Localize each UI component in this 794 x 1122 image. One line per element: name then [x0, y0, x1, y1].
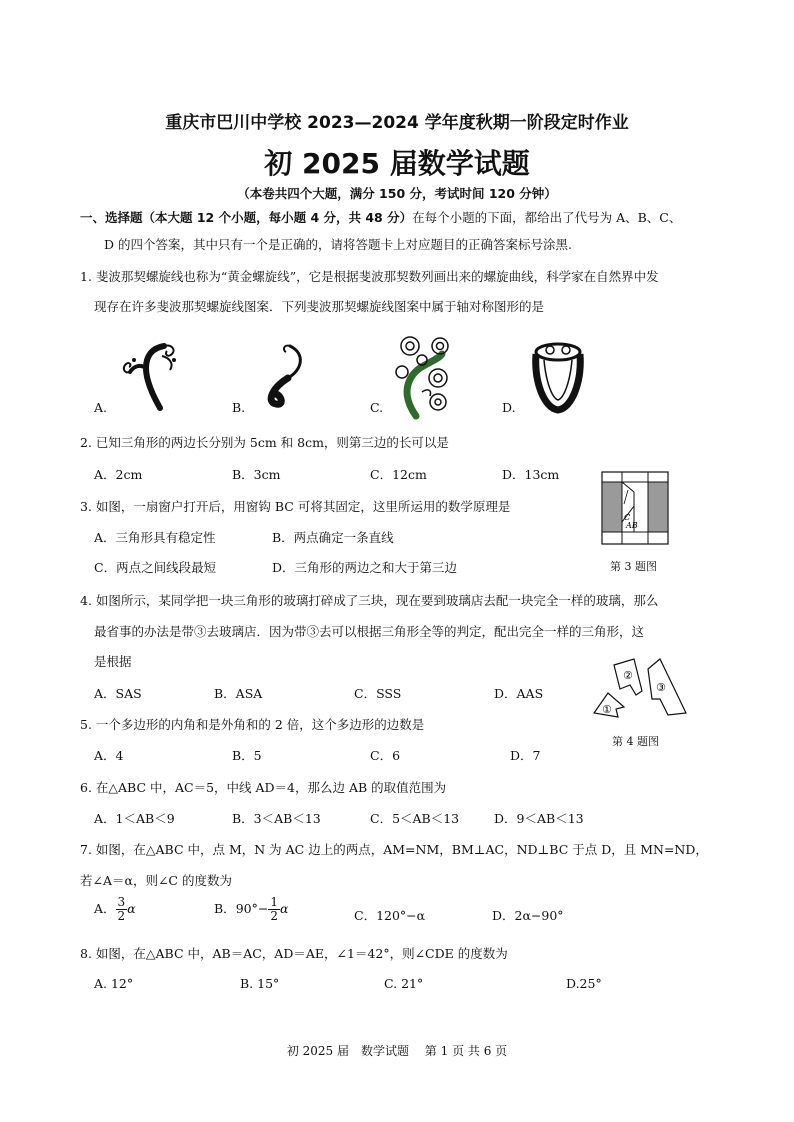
q1-figure-c: [392, 332, 472, 418]
q7-option-d: D．2α−90°: [492, 908, 564, 923]
q3-label-c: C: [624, 513, 631, 522]
q3-option-a: A．三角形具有稳定性: [94, 530, 216, 545]
q8-option-c: C. 21°: [384, 976, 424, 991]
q4-stem-line2: 最省事的办法是带③去玻璃店．因为带③去可以根据三角形全等的判定，配出完全一样的三角形，这: [94, 624, 645, 639]
q7-option-a-label: A．: [94, 901, 116, 916]
q7-option-a: [94, 896, 136, 923]
q3-stem: 3. 如图，一扇窗户打开后，用窗钩 BC 可将其固定，这里所运用的数学原理是: [80, 499, 511, 514]
q1-figure-d: [530, 338, 586, 414]
q5-option-d: D．7: [510, 748, 541, 763]
q7-option-b-alpha: α: [279, 901, 289, 916]
q8-stem: 8. 如图，在△ABC 中，AB＝AC，AD＝AE，∠1＝42°，则∠CDE 的度数为: [80, 946, 508, 961]
q4-option-b: B．ASA: [214, 686, 263, 701]
q4-stem-line3: 是根据: [94, 654, 132, 669]
q6-option-c: C．5＜AB＜13: [370, 811, 460, 826]
q7-option-a-numerator: 3: [117, 895, 126, 909]
q7-option-b-fraction: [268, 896, 280, 923]
q6-option-b: B．3＜AB＜13: [232, 811, 321, 826]
q4-stem-line1: 4. 如图所示，某同学把一块三角形的玻璃打碎成了三块，现在要到玻璃店去配一块完全一样的玻璃，那么: [80, 593, 659, 608]
q2-option-b: B．3cm: [232, 467, 281, 482]
q2-option-a: A．2cm: [94, 467, 143, 482]
q4-glass-figure: [590, 655, 690, 725]
section1-instruction-1: 在每个小题的下面，都给出了代号为 A、B、C、: [412, 210, 682, 225]
q2-option-d: D．13cm: [502, 467, 560, 482]
q3-option-c: C．两点之间线段最短: [94, 560, 217, 575]
exam-subtitle: （本卷共四个大题，满分 150 分，考试时间 120 分钟）: [237, 186, 557, 201]
section1-instruction-2: D 的四个答案，其中只有一个是正确的，请将答题卡上对应题目的正确答案标号涂黑.: [104, 237, 572, 252]
q1-figure-a: [112, 334, 192, 414]
q5-option-c: C．6: [370, 748, 401, 763]
school-title: 重庆市巴川中学校 2023—2024 学年度秋期一阶段定时作业: [165, 113, 629, 133]
q7-option-b-numerator: 1: [270, 895, 278, 909]
q7-option-b: [214, 896, 288, 923]
q3-caption: 第 3 题图: [610, 560, 657, 573]
q7-option-b-prefix: 90°−: [235, 901, 269, 916]
q5-option-b: B．5: [232, 748, 262, 763]
q7-option-b-label: B．: [214, 901, 236, 916]
q8-option-a: A. 12°: [94, 976, 134, 991]
q7-option-c: C．120°−α: [354, 908, 426, 923]
q4-option-d: D．AAS: [494, 686, 544, 701]
q7-option-a-denominator: 2: [117, 909, 126, 923]
q4-piece-3-label: ③: [656, 681, 666, 694]
q6-option-d: D．9＜AB＜13: [494, 811, 584, 826]
q6-option-a: A．1＜AB＜9: [94, 811, 175, 826]
q2-stem: 2. 已知三角形的两边长分别为 5cm 和 8cm，则第三边的长可以是: [80, 435, 449, 450]
q1-figure-b: [254, 340, 314, 410]
section1-heading-line: [80, 208, 681, 226]
q4-piece-2-label: ②: [623, 669, 633, 682]
q1-option-b: B.: [232, 400, 246, 415]
section1-heading: 一、选择题（本大题 12 个小题，每小题 4 分，共 48 分）: [80, 210, 413, 225]
q1-option-d: D.: [502, 400, 516, 415]
q4-caption: 第 4 题图: [612, 735, 659, 748]
q1-option-a: A.: [94, 400, 108, 415]
q1-option-c: C.: [370, 400, 384, 415]
q1-stem-line1: 1. 斐波那契螺旋线也称为“黄金螺旋线”，它是根据斐波那契数列画出来的螺旋曲线，科学家在自然界中发: [80, 269, 659, 284]
q6-stem: 6. 在△ABC 中，AC＝5，中线 AD＝4，那么边 AB 的取值范围为: [80, 780, 447, 795]
page-footer: 初 2025 届 数学试题 第 1 页 共 6 页: [286, 1044, 508, 1058]
q5-option-a: A．4: [94, 748, 124, 763]
q4-option-c: C．SSS: [354, 686, 402, 701]
q8-option-d: D.25°: [566, 976, 602, 991]
q1-stem-line2: 现存在许多斐波那契螺旋线图案．下列斐波那契螺旋线图案中属于轴对称图形的是: [94, 299, 545, 314]
q4-option-a: A．SAS: [94, 686, 142, 701]
q7-option-a-fraction: [116, 896, 128, 923]
q5-stem: 5. 一个多边形的内角和是外角和的 2 倍，这个多边形的边数是: [80, 717, 425, 732]
q3-window-figure: [600, 470, 672, 550]
q2-option-c: C．12cm: [370, 467, 427, 482]
q8-option-b: B. 15°: [240, 976, 280, 991]
q4-piece-1-label: ①: [602, 703, 612, 716]
q3-option-b: B．两点确定一条直线: [272, 530, 394, 545]
q7-stem-line2: 若∠A＝α，则∠C 的度数为: [80, 873, 232, 888]
q7-option-a-alpha: α: [127, 901, 136, 916]
q7-stem-line1: 7. 如图，在△ABC 中，点 M，N 为 AC 边上的两点，AM=NM，BM⊥AC，ND⊥BC 于点 D，且 MN=ND，: [80, 842, 708, 857]
exam-title: 初 2025 届数学试题: [264, 147, 530, 180]
q7-option-b-denominator: 2: [270, 909, 278, 923]
q3-option-d: D．三角形的两边之和大于第三边: [272, 560, 458, 575]
q3-label-ab: AB: [626, 521, 638, 530]
